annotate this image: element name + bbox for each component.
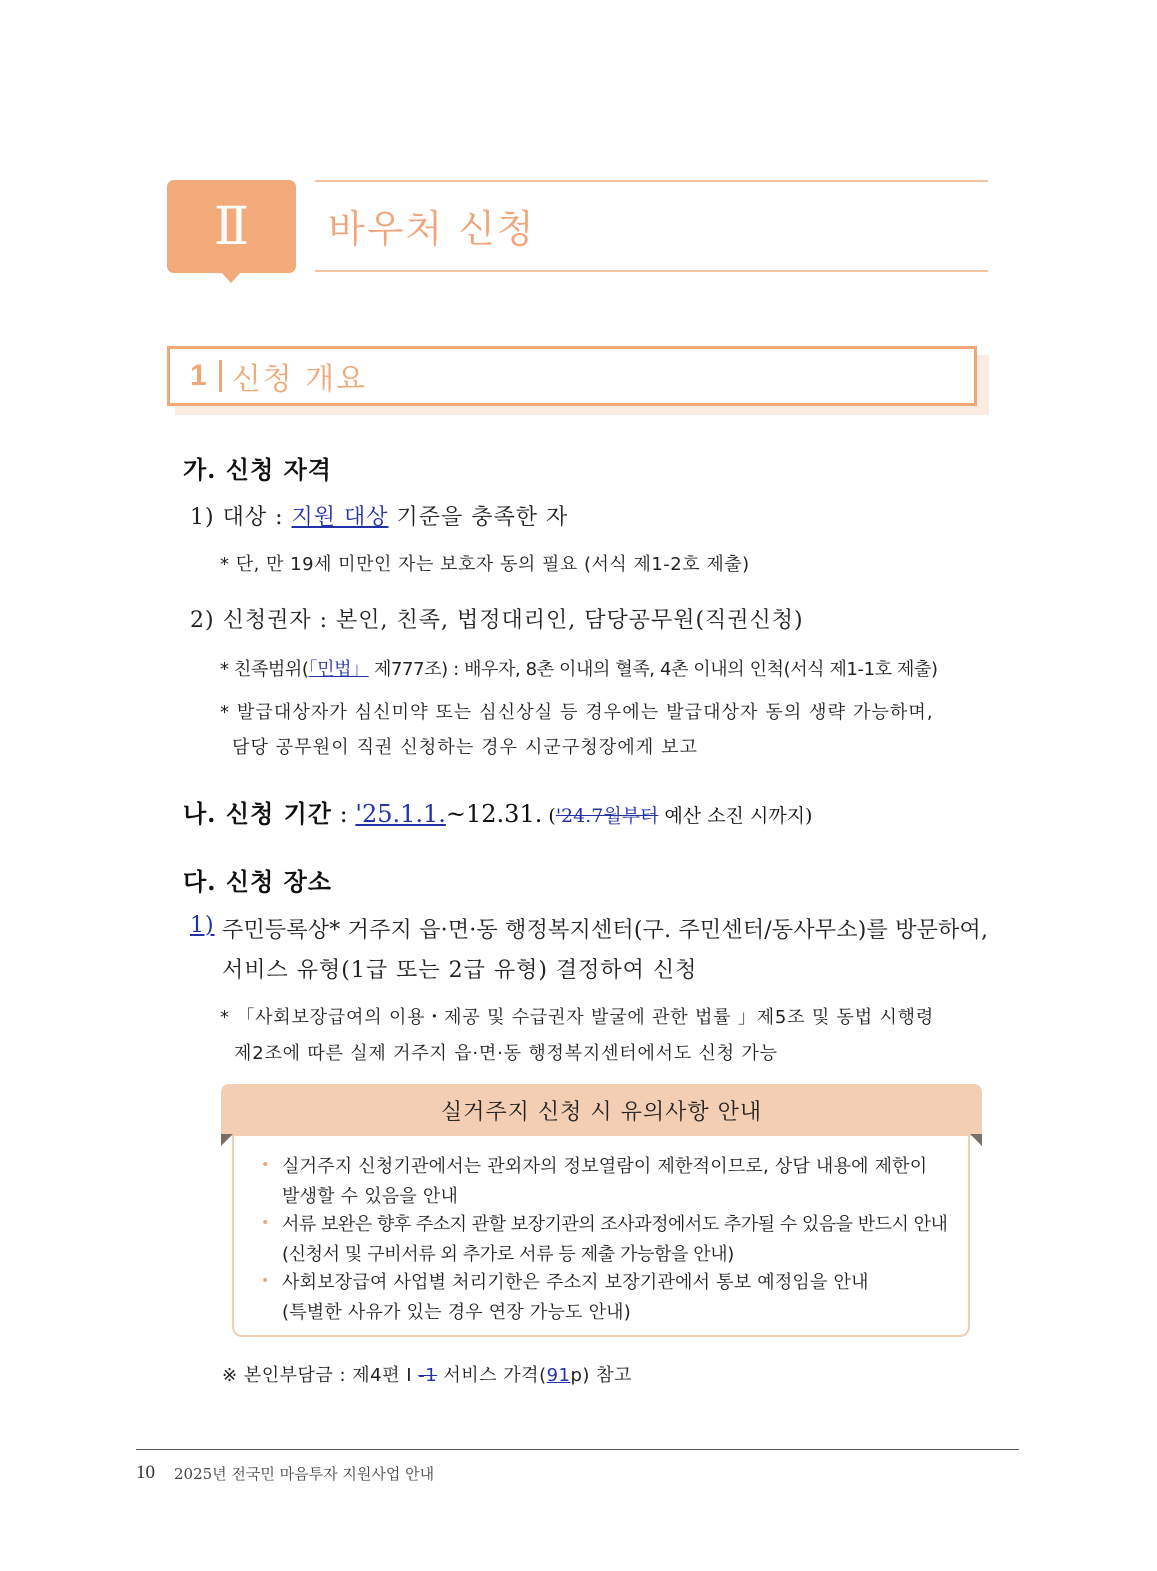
chapter-rule-bottom [315, 270, 988, 272]
item-suffix: 기준을 충족한 자 [388, 505, 569, 530]
notice-bullet-2: • [261, 1215, 270, 1231]
chapter-numeral: Ⅱ [213, 198, 250, 256]
notice-bullet-3: • [261, 1273, 270, 1289]
notice-item-1-line2: 발생할 수 있음을 안내 [282, 1186, 459, 1207]
period-old-strikethrough: '24.7월부터 [555, 805, 659, 827]
place-note-line2: 제2조에 따른 실제 거주지 읍·면·동 행정복지센터에서도 신청 가능 [234, 1043, 778, 1064]
eligibility-note-minor: * 단, 만 19세 미만인 자는 보호자 동의 필요 (서식 제1-2호 제출) [220, 554, 750, 575]
reference-page-link[interactable]: 91 [546, 1365, 571, 1386]
notice-panel-title: 실거주지 신청 시 유의사항 안내 [440, 1099, 763, 1125]
eligibility-note-consent-line1: * 발급대상자가 심신미약 또는 심신상실 등 경우에는 발급대상자 동의 생략 가능하며, [220, 702, 934, 723]
notice-item-2-line1: 서류 보완은 향후 주소지 관할 보장기관의 조사과정에서도 추가될 수 있음을 반드시 안내 [282, 1214, 948, 1235]
notice-item-3-line1: 사회보장급여 사업별 처리기한은 주소지 보장기관에서 통보 예정임을 안내 [282, 1272, 869, 1293]
eligibility-item-applicant: 2) 신청권자 : 본인, 친족, 법정대리인, 담당공무원(직권신청) [190, 608, 804, 633]
footer-doc-title: 2025년 전국민 마음투자 지원사업 안내 [174, 1465, 435, 1483]
place-item-number-link[interactable]: 1) [190, 913, 215, 938]
reference-mid: 서비스 가격( [437, 1365, 547, 1386]
eligibility-note-kin [220, 655, 938, 681]
section-divider [219, 360, 222, 392]
footer-rule [136, 1449, 1019, 1450]
section-number: 1 [190, 359, 207, 392]
heading-eligibility: 가. 신청 자격 [183, 455, 332, 484]
place-note-line1: * 「사회보장급여의 이용・제공 및 수급권자 발굴에 관한 법률 」제5조 및 동법 시행령 [220, 1007, 935, 1028]
heading-period: 나. 신청 기간 [183, 799, 332, 828]
chapter-title: 바우처 신청 [328, 207, 536, 251]
chapter-badge [167, 180, 296, 273]
reference-prefix: ※ 본인부담금 : 제4편 Ⅰ [222, 1365, 419, 1386]
note-prefix: * 친족범위( [220, 659, 309, 680]
item-prefix: 1) 대상 : [190, 505, 292, 530]
eligibility-item-target [190, 500, 568, 531]
heading-place: 다. 신청 장소 [183, 867, 332, 896]
section-title: 신청 개요 [231, 362, 368, 397]
place-item-line2: 서비스 유형(1급 또는 2급 유형) 결정하여 신청 [222, 958, 698, 983]
period-line [183, 794, 812, 829]
chapter-badge-tail [221, 272, 241, 283]
chapter-rule-top [315, 180, 988, 182]
copay-reference [222, 1361, 632, 1387]
notice-item-1-line1: 실거주지 신청기관에서는 관외자의 정보열람이 제한적이므로, 상담 내용에 제한이 [282, 1156, 928, 1177]
civil-law-link[interactable]: 「민법」 [308, 659, 369, 680]
place-item-line1: 주민등록상* 거주지 읍·면·동 행정복지센터(구. 주민센터/동사무소)를 방문하여, [222, 918, 989, 943]
period-separator: : [332, 800, 356, 828]
note-suffix: 제777조) : 배우자, 8촌 이내의 혈족, 4촌 이내의 인척(서식 제1-1호 제출) [368, 659, 938, 680]
page-number: 10 [136, 1462, 155, 1483]
period-end: ~12.31. [445, 800, 543, 828]
notice-panel-header [221, 1084, 982, 1136]
section-header [167, 346, 977, 406]
reference-strikethrough: -1 [418, 1365, 438, 1386]
notice-fold-right [970, 1134, 982, 1146]
period-paren: ( [542, 805, 556, 827]
place-item-number [190, 913, 215, 938]
reference-suffix: p) 참고 [570, 1365, 632, 1386]
support-target-link[interactable]: 지원 대상 [291, 505, 389, 530]
eligibility-note-consent-line2: 담당 공무원이 직권 신청하는 경우 시군구청장에게 보고 [232, 737, 699, 758]
notice-item-2-line2: (신청서 및 구비서류 외 추가로 서류 등 제출 가능함을 안내) [282, 1244, 734, 1265]
notice-item-3-line2: (특별한 사유가 있는 경우 연장 가능도 안내) [282, 1302, 631, 1323]
period-tail: 예산 소진 시까지) [658, 805, 813, 827]
notice-bullet-1: • [261, 1157, 270, 1173]
period-start-link[interactable]: '25.1.1. [355, 800, 446, 828]
